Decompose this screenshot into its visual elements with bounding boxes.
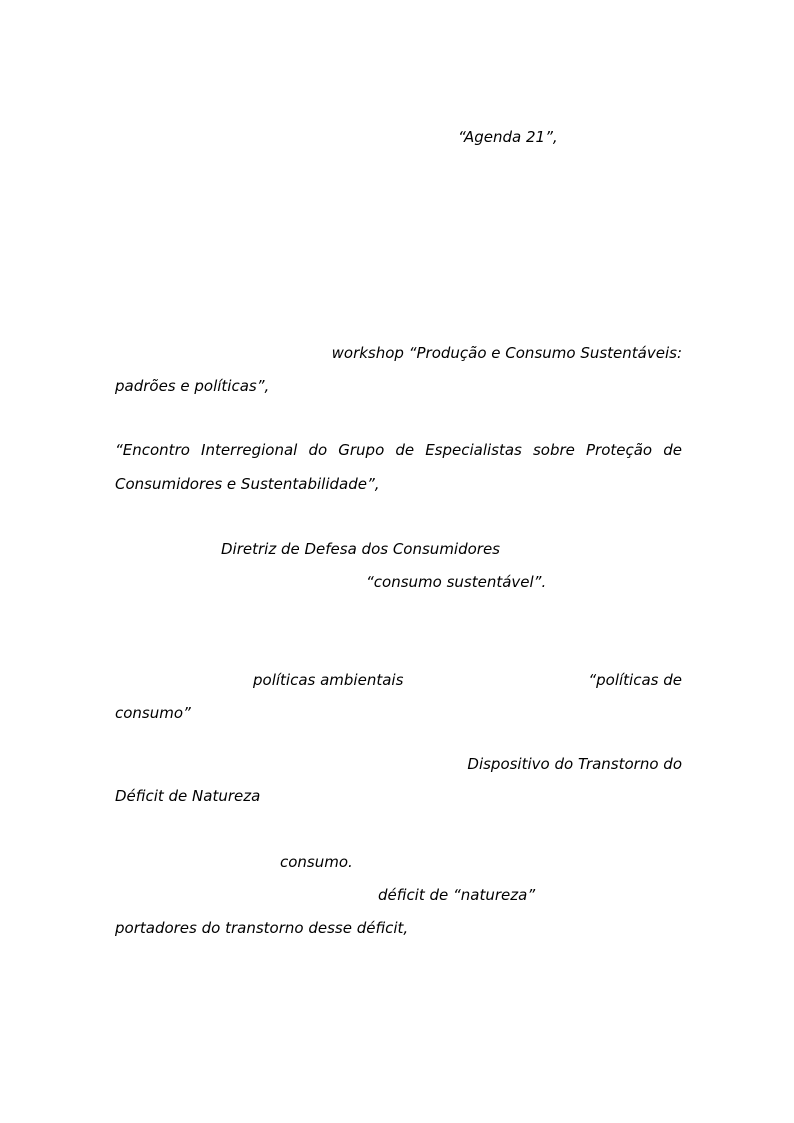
encontro-word: Grupo bbox=[338, 441, 385, 459]
encontro-word: de bbox=[395, 441, 415, 459]
deficit-de-natureza-text: déficit de “natureza” bbox=[378, 886, 536, 904]
consumidores-text: Consumidores e Sustentabilidade”, bbox=[115, 475, 380, 493]
encontro-word: Proteção bbox=[585, 441, 653, 459]
consumo-dot-text: consumo. bbox=[280, 853, 353, 871]
encontro-word: Especialistas bbox=[425, 441, 522, 459]
workshop-text: workshop “Produção e Consumo Sustentáveis: bbox=[331, 344, 682, 362]
consumo-quote-text: consumo” bbox=[115, 704, 191, 722]
encontro-word: “Encontro bbox=[115, 441, 190, 459]
diretriz-text: Diretriz de Defesa dos Consumidores bbox=[221, 540, 501, 558]
encontro-word: sobre bbox=[532, 441, 575, 459]
agenda-21-text: “Agenda 21”, bbox=[458, 128, 558, 146]
politicas-ambientais-text: políticas ambientais bbox=[253, 671, 404, 689]
deficit-natureza-text: Déficit de Natureza bbox=[115, 787, 261, 805]
encontro-word: do bbox=[308, 441, 328, 459]
politicas-de-text: “políticas de bbox=[588, 671, 682, 689]
portadores-text: portadores do transtorno desse déficit, bbox=[115, 919, 409, 937]
consumo-sustentavel-text: “consumo sustentável”. bbox=[366, 573, 547, 591]
dispositivo-text: Dispositivo do Transtorno do bbox=[467, 755, 682, 773]
padroes-text: padrões e políticas”, bbox=[115, 377, 270, 395]
encontro-word: de bbox=[663, 441, 682, 459]
encontro-word: Interregional bbox=[201, 441, 298, 459]
encontro-line bbox=[115, 441, 682, 459]
